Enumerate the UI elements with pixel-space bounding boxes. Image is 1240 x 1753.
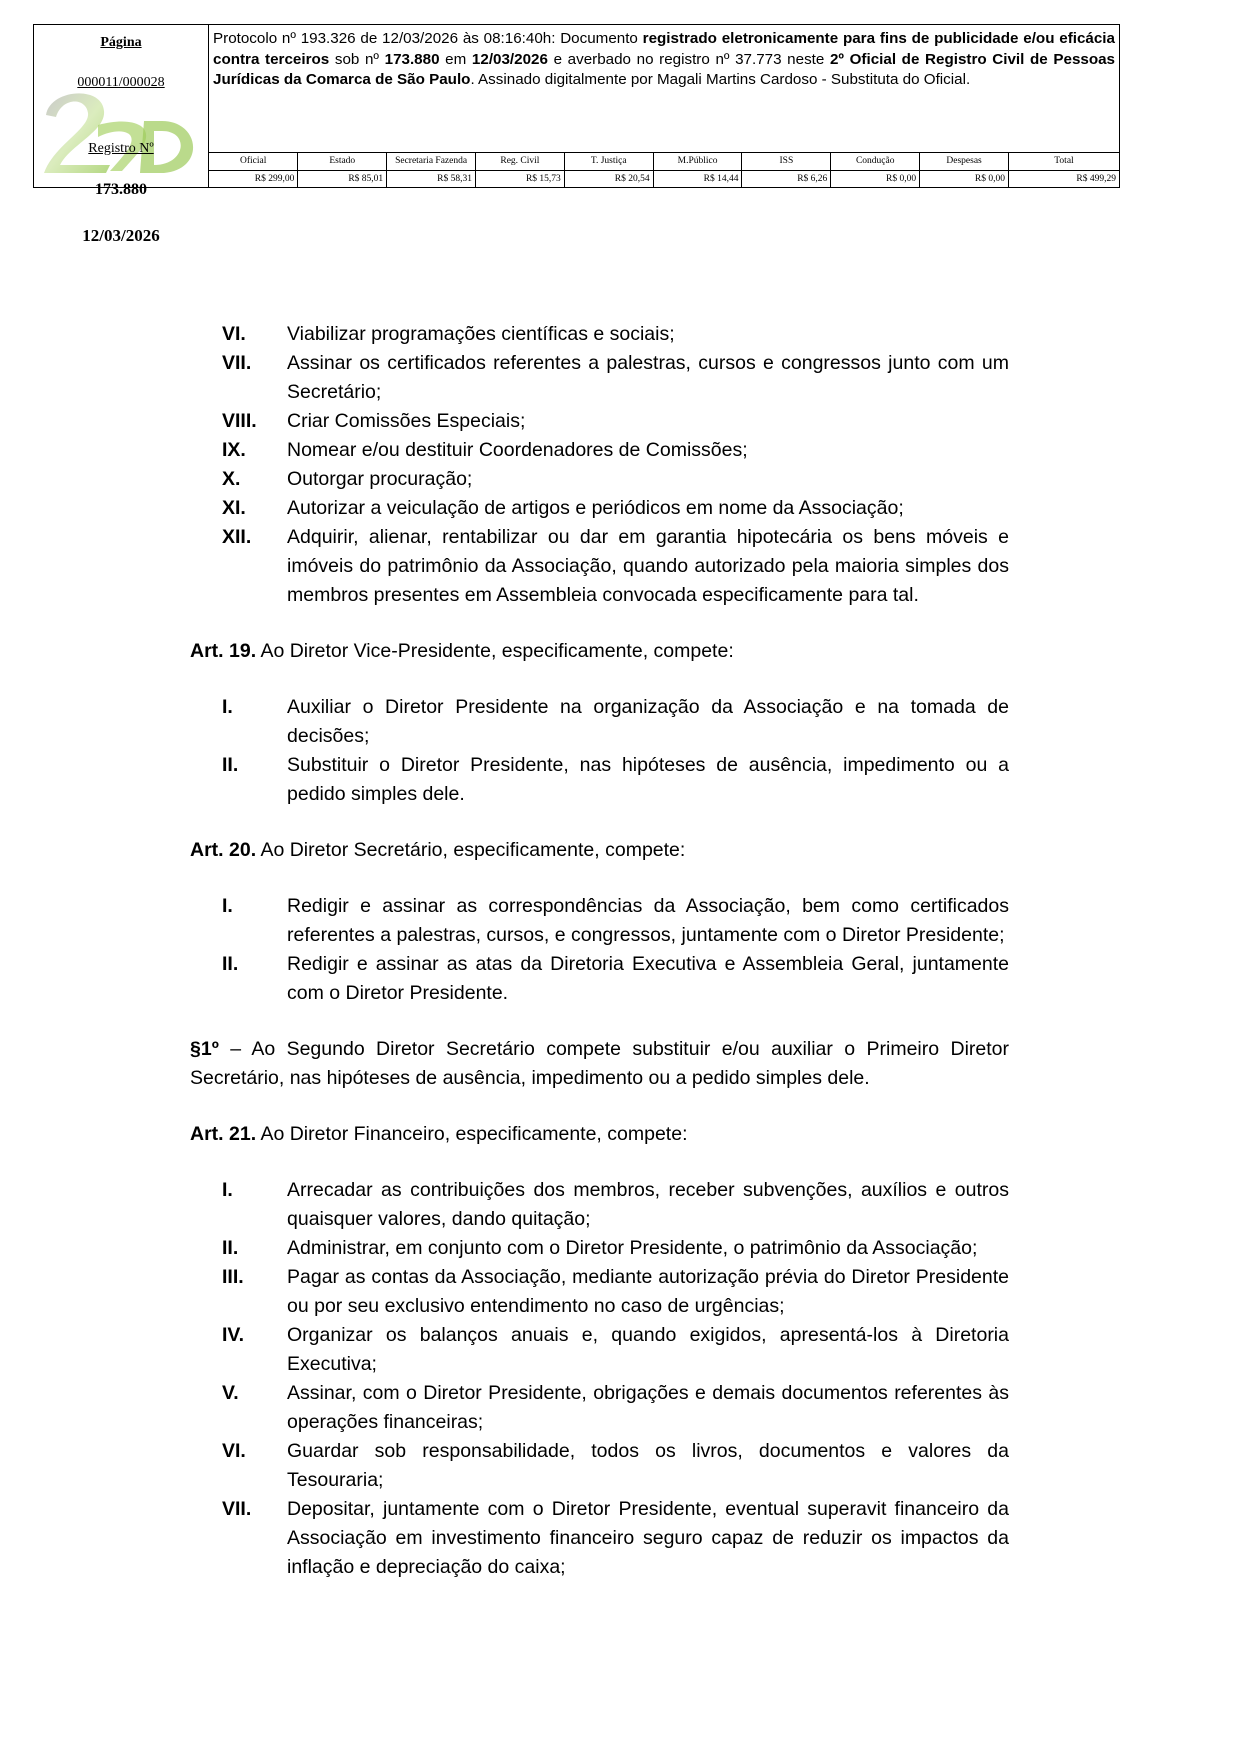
fee-value: R$ 15,73 <box>475 170 564 187</box>
item-number: VI. <box>222 1440 246 1462</box>
fee-header: M.Público <box>653 153 742 171</box>
item-number: II. <box>222 1237 239 1259</box>
list-vice-president-duties <box>190 693 1009 809</box>
item-number: I. <box>222 1179 233 1201</box>
item-number: VII. <box>222 352 252 374</box>
item-text: Viabilizar programações científicas e sociais; <box>287 323 675 345</box>
item-text: Administrar, em conjunto com o Diretor Presidente, o patrimônio da Associação; <box>287 1237 978 1259</box>
fee-header: ISS <box>742 153 831 171</box>
list-item <box>190 465 1009 494</box>
protocol-text <box>213 29 1115 91</box>
item-number: IX. <box>222 439 246 461</box>
list-item <box>190 1379 1009 1437</box>
fee-value: R$ 299,00 <box>209 170 298 187</box>
list-item <box>190 892 1009 950</box>
article-label: Art. 21. <box>190 1123 257 1145</box>
registry-label: Registro Nº <box>88 141 154 156</box>
item-text: Auxiliar o Diretor Presidente na organização da Associação e na tomada de decisões; <box>287 696 1009 747</box>
list-item <box>190 950 1009 1008</box>
fee-value: R$ 58,31 <box>387 170 476 187</box>
list-item <box>190 523 1009 610</box>
fee-value: R$ 0,00 <box>831 170 920 187</box>
item-text: Assinar, com o Diretor Presidente, obrigações e demais documentos referentes às operações financeiras; <box>287 1382 1009 1433</box>
article-text: Ao Diretor Vice-Presidente, especificamente, compete: <box>256 640 734 662</box>
registry-number: 173.880 <box>95 181 147 198</box>
item-number: I. <box>222 696 233 718</box>
list-item <box>190 1495 1009 1582</box>
protocol-emphasis: 12/03/2026 <box>471 50 548 68</box>
item-text: Redigir e assinar as correspondências da Associação, bem como certificados referentes a palestras, cursos, e congressos, juntamente com o Diretor Presidente; <box>287 895 1009 946</box>
item-text: Autorizar a veiculação de artigos e periódicos em nome da Associação; <box>287 497 904 519</box>
article-21 <box>190 1120 1009 1149</box>
stamp-registry-cell <box>34 25 209 245</box>
article-label: Art. 19. <box>190 640 257 662</box>
item-text: Redigir e assinar as atas da Diretoria Executiva e Assembleia Geral, juntamente com o Diretor Presidente. <box>287 953 1009 1004</box>
protocol-part: em <box>439 50 472 68</box>
fees-table <box>209 152 1119 187</box>
item-number: VIII. <box>222 410 257 432</box>
protocol-emphasis: registrado eletronicamente para fins de publicidade e/ou eficácia contra terceiros <box>213 30 1115 68</box>
paragraph-text: – Ao Segundo Diretor Secretário compete substituir e/ou auxiliar o Primeiro Diretor Secretário, nas hipóteses de ausência, impedimento ou a pedido simples dele. <box>190 1038 1009 1089</box>
article-19 <box>190 637 1009 666</box>
page-label: Página <box>100 35 142 50</box>
item-number: I. <box>222 895 233 917</box>
protocol-part: sob nº <box>329 50 385 68</box>
item-number: VII. <box>222 1498 252 1520</box>
fee-value: R$ 14,44 <box>653 170 742 187</box>
list-president-duties <box>190 320 1009 610</box>
list-treasurer-duties <box>190 1176 1009 1582</box>
fee-header: T. Justiça <box>564 153 653 171</box>
fee-header: Condução <box>831 153 920 171</box>
list-item <box>190 1321 1009 1379</box>
fee-header: Reg. Civil <box>475 153 564 171</box>
list-item <box>190 436 1009 465</box>
list-item <box>190 349 1009 407</box>
item-number: V. <box>222 1382 239 1404</box>
fee-total: R$ 499,29 <box>1009 170 1120 187</box>
item-text: Nomear e/ou destituir Coordenadores de Comissões; <box>287 439 748 461</box>
list-item <box>190 1176 1009 1234</box>
fee-value: R$ 6,26 <box>742 170 831 187</box>
protocol-part: e averbado no registro nº 37.773 neste <box>547 50 830 68</box>
protocol-emphasis: 2º Oficial de Registro Civil de Pessoas Jurídicas da Comarca de São Paulo <box>213 50 1116 88</box>
list-item <box>190 1234 1009 1263</box>
item-number: II. <box>222 953 239 975</box>
item-text: Arrecadar as contribuições dos membros, receber subvenções, auxílios e outros quaisquer valores, dando quitação; <box>287 1179 1009 1230</box>
item-text: Criar Comissões Especiais; <box>287 410 526 432</box>
registry-date: 12/03/2026 <box>82 226 160 245</box>
article-text: Ao Diretor Secretário, especificamente, compete: <box>256 839 686 861</box>
registry-logo-icon <box>40 85 208 175</box>
item-text: Outorgar procuração; <box>287 468 473 490</box>
list-item <box>190 693 1009 751</box>
fee-header: Secretaria Fazenda <box>387 153 476 171</box>
list-item <box>190 751 1009 809</box>
fees-value-row <box>209 170 1119 187</box>
list-item <box>190 494 1009 523</box>
article-label: Art. 20. <box>190 839 257 861</box>
fees-header-row <box>209 153 1119 171</box>
paragraph-1 <box>190 1035 1009 1093</box>
stamp-protocol-cell <box>209 25 1119 187</box>
article-20 <box>190 836 1009 865</box>
item-text: Substituir o Diretor Presidente, nas hipóteses de ausência, impedimento ou a pedido simples dele. <box>287 754 1009 805</box>
protocol-part: Protocolo nº 193.326 de 12/03/2026 às 08:16:40h: Documento <box>213 30 643 47</box>
item-number: X. <box>222 468 241 490</box>
list-item <box>190 320 1009 349</box>
fee-value: R$ 85,01 <box>298 170 387 187</box>
fee-value: R$ 20,54 <box>564 170 653 187</box>
list-item <box>190 1437 1009 1495</box>
list-secretary-duties <box>190 892 1009 1008</box>
item-number: VI. <box>222 323 246 345</box>
list-item <box>190 1263 1009 1321</box>
item-text: Adquirir, alienar, rentabilizar ou dar em garantia hipotecária os bens móveis e imóveis do patrimônio da Associação, quando autorizado pela maioria simples dos membros presentes em Assembleia convocada especificamente para tal. <box>287 526 1009 606</box>
article-text: Ao Diretor Financeiro, especificamente, compete: <box>256 1123 688 1145</box>
fee-header: Total <box>1009 153 1120 171</box>
registration-stamp <box>33 24 1120 245</box>
item-text: Assinar os certificados referentes a palestras, cursos e congressos junto com um Secretário; <box>287 352 1009 403</box>
paragraph-label: §1º <box>190 1038 219 1060</box>
item-number: II. <box>222 754 239 776</box>
item-text: Pagar as contas da Associação, mediante autorização prévia do Diretor Presidente ou por seu exclusivo entendimento no caso de urgências; <box>287 1266 1009 1317</box>
document-body <box>190 320 1009 1582</box>
fee-header: Oficial <box>209 153 298 171</box>
item-number: XII. <box>222 526 252 548</box>
list-item <box>190 407 1009 436</box>
page-number: 000011/000028 <box>77 75 165 90</box>
fee-header: Estado <box>298 153 387 171</box>
protocol-emphasis: 173.880 <box>384 50 440 68</box>
item-number: XI. <box>222 497 246 519</box>
item-text: Guardar sob responsabilidade, todos os livros, documentos e valores da Tesouraria; <box>287 1440 1009 1491</box>
item-number: III. <box>222 1266 244 1288</box>
item-text: Organizar os balanços anuais e, quando exigidos, apresentá-los à Diretoria Executiva; <box>287 1324 1009 1375</box>
protocol-part: . Assinado digitalmente por Magali Martins Cardoso - Substituta do Oficial. <box>470 71 971 88</box>
fee-value: R$ 0,00 <box>920 170 1009 187</box>
item-text: Depositar, juntamente com o Diretor Presidente, eventual superavit financeiro da Associação em investimento financeiro seguro capaz de reduzir os impactos da inflação e depreciação do caixa; <box>287 1498 1009 1578</box>
fee-header: Despesas <box>920 153 1009 171</box>
item-number: IV. <box>222 1324 245 1346</box>
